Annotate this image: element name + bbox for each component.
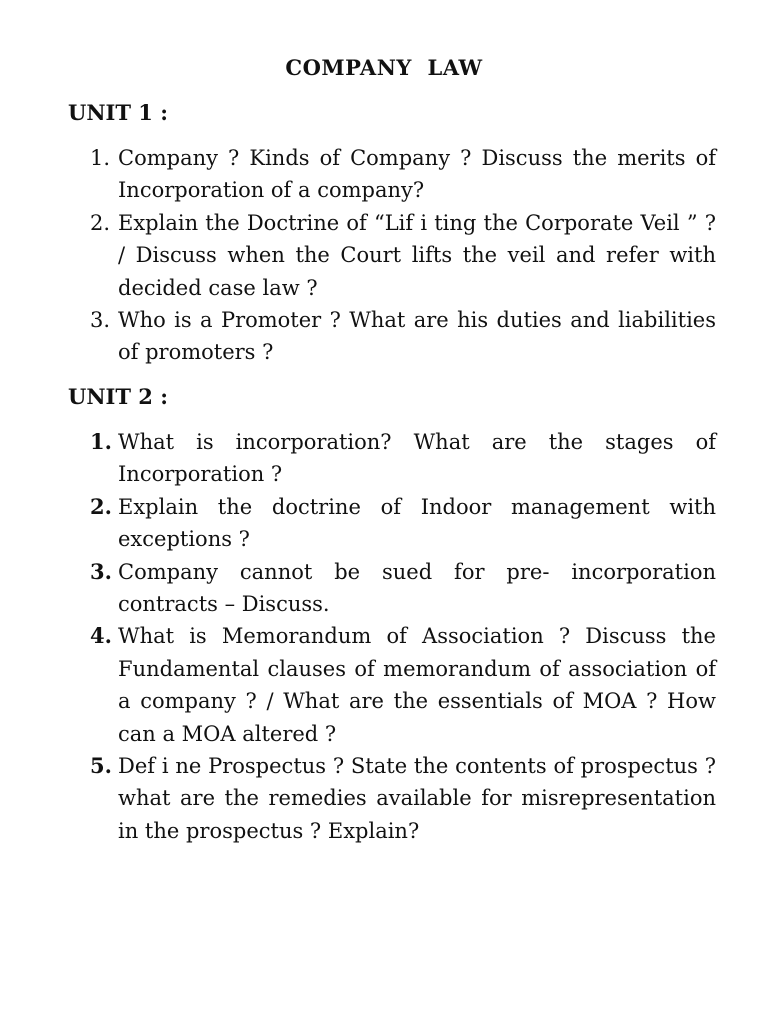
unit-2-heading: UNIT 2 : bbox=[68, 384, 168, 409]
question-text: Explain the Doctrine of “Lif i ting the Corporate Veil ” ? / Discuss when the Court lifts the veil and refer with decided case law ? bbox=[118, 210, 716, 300]
question-text: Explain the doctrine of Indoor management with exceptions ? bbox=[118, 494, 716, 552]
unit-1-heading: UNIT 1 : bbox=[68, 100, 168, 125]
question-number: 5. bbox=[90, 753, 112, 779]
question-number: 1. bbox=[90, 429, 112, 454]
question-number: 2. bbox=[90, 210, 111, 235]
question-text: Def i ne Prospectus ? State the contents of prospectus ? what are the remedies available for misrepresentation in the prospectus ? Explain? bbox=[118, 754, 716, 843]
unit-1-question-2 bbox=[90, 207, 716, 304]
question-text: Who is a Promoter ? What are his duties and liabilities of promoters ? bbox=[118, 308, 716, 365]
question-text: Company ? Kinds of Company ? Discuss the merits of Incorporation of a company? bbox=[118, 146, 716, 203]
unit-2-question-5 bbox=[90, 750, 716, 847]
question-number: 3. bbox=[90, 558, 112, 584]
document-title: COMPANY LAW bbox=[285, 55, 483, 80]
question-number: 1. bbox=[90, 146, 111, 170]
unit-2-question-list bbox=[90, 426, 716, 847]
unit-2-question-4 bbox=[90, 620, 716, 750]
unit-1-question-3 bbox=[90, 304, 716, 369]
unit-1-question-list bbox=[90, 142, 716, 369]
unit-2-question-3 bbox=[90, 556, 716, 621]
unit-2-question-2 bbox=[90, 491, 716, 556]
question-text: Company cannot be sued for pre- incorporation contracts – Discuss. bbox=[118, 559, 716, 617]
unit-1-question-1 bbox=[90, 142, 716, 207]
question-text: What is incorporation? What are the stages of Incorporation ? bbox=[118, 430, 716, 487]
question-number: 2. bbox=[90, 493, 112, 519]
unit-2-question-1 bbox=[90, 426, 716, 491]
question-number: 3. bbox=[90, 308, 111, 333]
question-text: What is Memorandum of Association ? Discuss the Fundamental clauses of memorandum of association of a company ? / What are the essentials of MOA ? How can a MOA altered ? bbox=[118, 624, 716, 746]
question-number: 4. bbox=[90, 623, 112, 649]
